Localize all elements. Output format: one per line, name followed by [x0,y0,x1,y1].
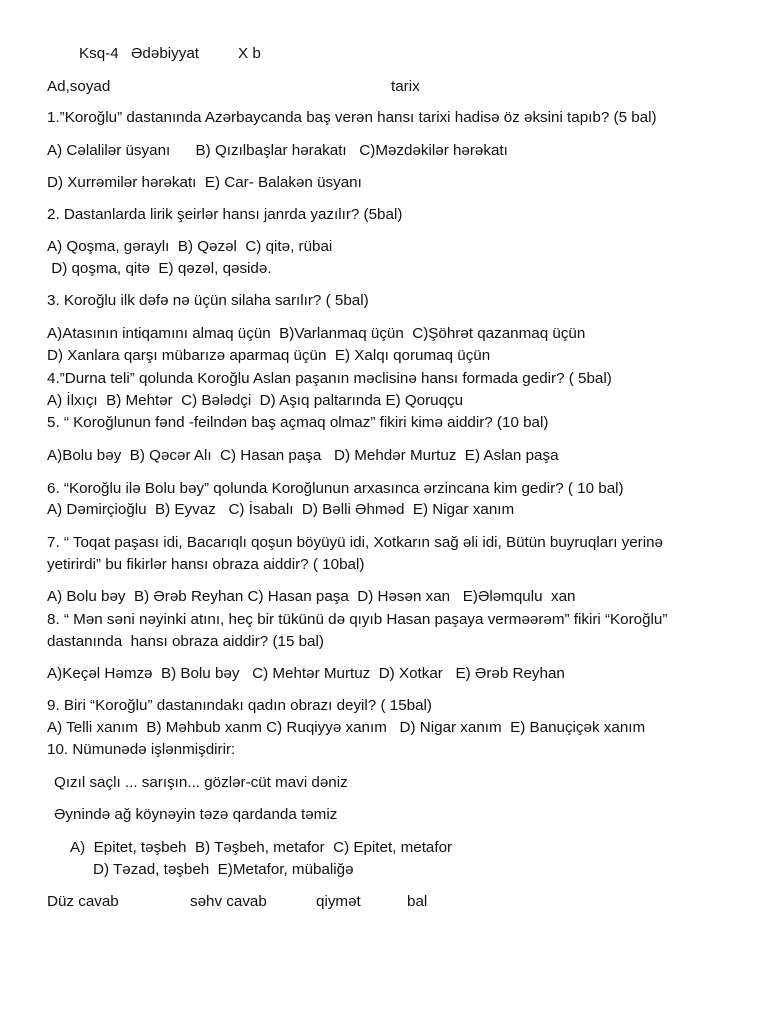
correct-answers-label: Düz cavab [47,893,119,910]
question-10-text: 10. Nümunədə işlənmişdirir: [47,741,236,758]
question-7-text-continued: yetirirdi” bu fikirlər hansı obraza aiddir? ( 10bal) [47,556,365,573]
question-2-text: 2. Dastanlarda lirik şeirlər hansı janrda yazılır? (5bal) [47,206,403,223]
question-10-verse-line-2: Əynində ağ köynəyin təzə qardanda təmiz [54,806,338,823]
question-1-options-line-2: D) Xurrəmilər hərəkatı E) Car- Balakən üsyanı [47,174,362,191]
question-5-text: 5. “ Koroğlunun fənd -feilndən baş açmaq olmaz” fikiri kimə aiddir? (10 bal) [47,414,549,431]
question-9-options: A) Telli xanım B) Məhbub xanm C) Ruqiyyə xanım D) Nigar xanım E) Banuçiçək xanım [47,719,646,736]
subject-title: Ədəbiyyat [131,45,199,62]
question-6-text: 6. “Koroğlu ilə Bolu bəy” qolunda Koroğlunun arxasıncа ərzincana kim gedir? ( 10 bal) [47,480,624,497]
exam-code: Ksq-4 [79,45,119,62]
question-1-text: 1.”Koroğlu” dastanında Azərbaycanda baş verən hansı tarixi hadisə öz əksini tapıb? (5 bal) [47,109,657,126]
wrong-answers-label: səhv cavab [190,893,267,910]
question-2-options-line-1: A) Qoşma, gəraylı B) Qəzəl C) qitə, rübai [47,238,333,255]
grade-label: qiymət [316,893,361,910]
question-6-options: A) Dəmirçioğlu B) Eyvaz C) İsabalı D) Bəlli Əhməd E) Nigar xanım [47,501,515,518]
question-8-text: 8. “ Mən səni nəyinki atını, heç bir tükünü də qıyıb Hasan paşaya verməərəm” fikiri “Koroğlu” [47,611,668,628]
question-8-options: A)Keçəl Həmzə B) Bolu bəy C) Mehtər Murtuz D) Xotkar E) Ərəb Reyhan [47,665,565,682]
question-7-text: 7. “ Toqat paşası idi, Bacarıqlı qoşun böyüyü idi, Xotkarın sağ əli idi, Bütün buyruqları yerinə [47,534,664,551]
question-3-text: 3. Koroğlu ilk dəfə nə üçün silaha sarılır? ( 5bal) [47,292,369,309]
question-8-text-continued: dastanında hansı obraza aiddir? (15 bal) [47,633,324,650]
name-label: Ad,soyad [47,78,111,95]
points-label: bal [407,893,428,910]
class-name: X b [238,45,261,62]
question-4-text: 4.”Durna teli” qolunda Koroğlu Aslan paşanın məclisinə hansı formada gedir? ( 5bal) [47,370,612,387]
date-label: tarix [391,78,420,95]
question-1-options-line-1: A) Cəlalilər üsyanı B) Qızılbaşlar hərakatı C)Məzdəkilər hərəkatı [47,142,508,159]
question-4-options: A) İlxıçı B) Mehtər C) Bələdçi D) Aşıq paltarında E) Qoruqçu [47,392,464,409]
question-10-options-line-1: A) Epitet, təşbeh B) Təşbeh, metafor C) Epitet, metafor [70,839,453,856]
question-10-verse-line-1: Qızıl saçlı ... sarışın... gözlər-cüt mavi dəniz [54,774,348,791]
question-3-options-line-1: A)Atasının intiqamını almaq üçün B)Varlanmaq üçün C)Şöhrət qazanmaq üçün [47,325,586,342]
question-9-text: 9. Biri “Koroğlu” dastanındakı qadın obrazı deyil? ( 15bal) [47,697,432,714]
question-2-options-line-2: D) qoşma, qitə E) qəzəl, qəsidə. [47,260,272,277]
question-5-options: A)Bolu bəy B) Qəcər Alı C) Hasan paşa D) Mehdər Murtuz E) Aslan paşa [47,447,559,464]
question-3-options-line-2: D) Xanlara qarşı mübarızə aparmaq üçün E) Xalqı qorumaq üçün [47,347,491,364]
question-7-options: A) Bolu bəy B) Ərəb Reyhan C) Hasan paşa D) Həsən xan E)Ələmqulu xan [47,588,576,605]
question-10-options-line-2: D) Təzad, təşbeh E)Metafor, mübaliğə [93,861,354,878]
